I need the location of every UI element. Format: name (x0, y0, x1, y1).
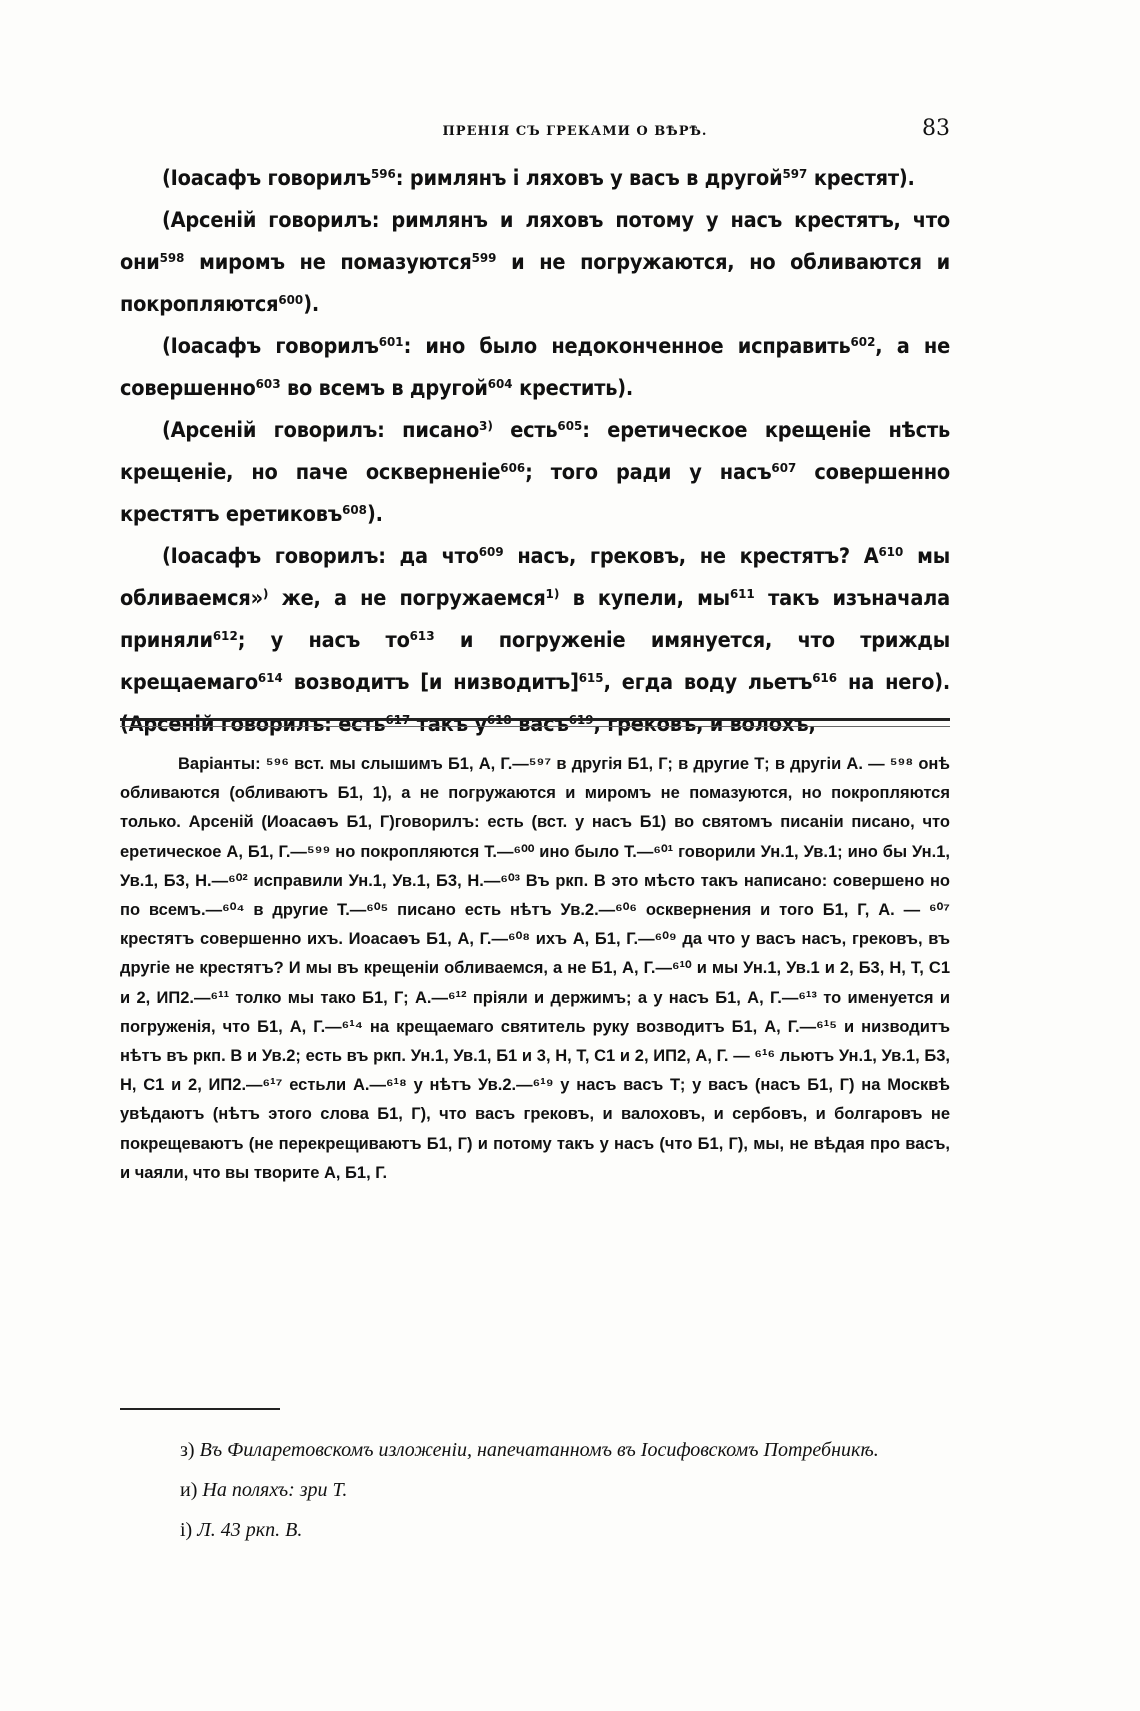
running-title: ПРЕНІЯ СЪ ГРЕКАМИ О ВѢРѢ. (442, 124, 708, 139)
footnote (120, 1470, 950, 1510)
footnote (120, 1430, 950, 1470)
paragraph: (Арсеній говорилъ: писано³⁾ есть⁶⁰⁵: еретическое крещеніе нѣсть крещеніе, но паче оскверненіе⁶⁰⁶; того ради у насъ⁶⁰⁷ совершенно крестятъ еретиковъ⁶⁰⁸). (120, 418, 950, 527)
footnote-text: Л. 43 ркп. В. (197, 1519, 303, 1541)
footnote-mark: и) (180, 1479, 198, 1501)
footnote-divider (120, 1408, 280, 1410)
footnote-text: Въ Филаретовскомъ изложеніи, напечатанномъ въ Іосифовскомъ Потребникѣ. (199, 1439, 879, 1461)
paragraph: (Іоасафъ говорилъ: да что⁶⁰⁹ насъ, грековъ, не крестятъ? А⁶¹⁰ мы обливаемся»⁾ же, а не погружаемся¹⁾ в купели, мы⁶¹¹ такъ изъначала приняли⁶¹²; у насъ то⁶¹³ и погруженіе имянуется, что трижды крещаемаго⁶¹⁴ возводитъ [и низводитъ]⁶¹⁵, егда воду льетъ⁶¹⁶ на него). (Арсеній говорилъ: есть⁶¹⁷ такъ у⁶¹⁸ васъ⁶¹⁹, грековъ, и волохъ, (120, 544, 950, 737)
paragraph: (Іоасафъ говорилъ⁵⁹⁶: римлянъ і ляховъ у васъ в другой⁵⁹⁷ крестят). (162, 166, 915, 191)
footnotes (120, 1430, 950, 1550)
footnote-mark: з) (180, 1439, 195, 1461)
section-divider-thin (120, 726, 950, 727)
variants-apparatus (120, 750, 950, 1188)
section-divider (120, 718, 950, 721)
footnote (120, 1510, 950, 1550)
paragraph: (Іоасафъ говорилъ⁶⁰¹: ино было недоконченное исправить⁶⁰², а не совершенно⁶⁰³ во всемъ в другой⁶⁰⁴ крестить). (120, 334, 950, 401)
footnote-text: На поляхъ: зри Т. (202, 1479, 348, 1501)
paragraph: (Арсеній говорилъ: римлянъ и ляховъ потому у насъ крестятъ, что они⁵⁹⁸ миромъ не помазуются⁵⁹⁹ и не погружаются, но обливаются и покропляются⁶⁰⁰). (120, 208, 950, 317)
footnote-mark: і) (180, 1519, 193, 1541)
page-number: 83 (922, 116, 950, 141)
main-text (120, 158, 950, 746)
variants-text: Варіанты: ⁵⁹⁶ вст. мы слышимъ Б1, А, Г.—⁵⁹⁷ в другія Б1, Г; в другие Т; в другіи А. — ⁵⁹⁸ онѣ обливаются (обливаютъ Б1, 1), а не погружаются и миромъ не помазуются, но покропляются только. Арсеній (Иоасаѳъ Б1, Г)говорилъ: есть (вст. у насъ Б1) во святомъ писаніи писано, что еретическое А, Б1, Г.—⁵⁹⁹ но покропляются Т.—⁶⁰⁰ ино было Т.—⁶⁰¹ говорили Ун.1, Ув.1; ино бы Ун.1, Ув.1, Б3, Н.—⁶⁰² исправили Ун.1, Ув.1, Б3, Н.—⁶⁰³ Въ ркп. В это мѣсто такъ написано: совершено но по всемъ.—⁶⁰⁴ в другие Т.—⁶⁰⁵ писано есть нѣтъ Ув.2.—⁶⁰⁶ осквернения и того Б1, Г, А. — ⁶⁰⁷ крестятъ совершенно ихъ. Иоасаѳъ Б1, А, Г.—⁶⁰⁸ ихъ А, Б1, Г.—⁶⁰⁹ да что у васъ насъ, грековъ, въ другіе не крестятъ? И мы въ крещеніи обливаемся, а не Б1, А, Г.—⁶¹⁰ и мы Ун.1, Ув.1 и 2, Б3, Н, Т, С1 и 2, ИП2.—⁶¹¹ толко мы тако Б1, Г; А.—⁶¹² пріяли и держимъ; а у насъ Б1, А, Г.—⁶¹³ то именуется и погруженія, что Б1, А, Г.—⁶¹⁴ на крещаемаго святитель руку возводитъ Б1, А, Г.—⁶¹⁵ и низводитъ нѣтъ въ ркп. В и Ув.2; есть въ ркп. Ун.1, Ув.1, Б1 и 3, Н, Т, С1 и 2, ИП2, А, Г. — ⁶¹⁶ льютъ Ун.1, Ув.1, Б3, Н, С1 и 2, ИП2.—⁶¹⁷ естьли А.—⁶¹⁸ у нѣтъ Ув.2.—⁶¹⁹ у насъ васъ Т; у васъ (насъ Б1, Г) на Москвѣ увѣдаютъ (нѣтъ этого слова Б1, Г), что васъ грековъ, и валоховъ, и сербовъ, и болгаровъ не покрещеваютъ (не перекрещиваютъ Б1, Г) и потому такъ у насъ (что Б1, Г), мы, не вѣдая про васъ, и чаяли, что вы творите А, Б1, Г. (120, 755, 950, 1182)
